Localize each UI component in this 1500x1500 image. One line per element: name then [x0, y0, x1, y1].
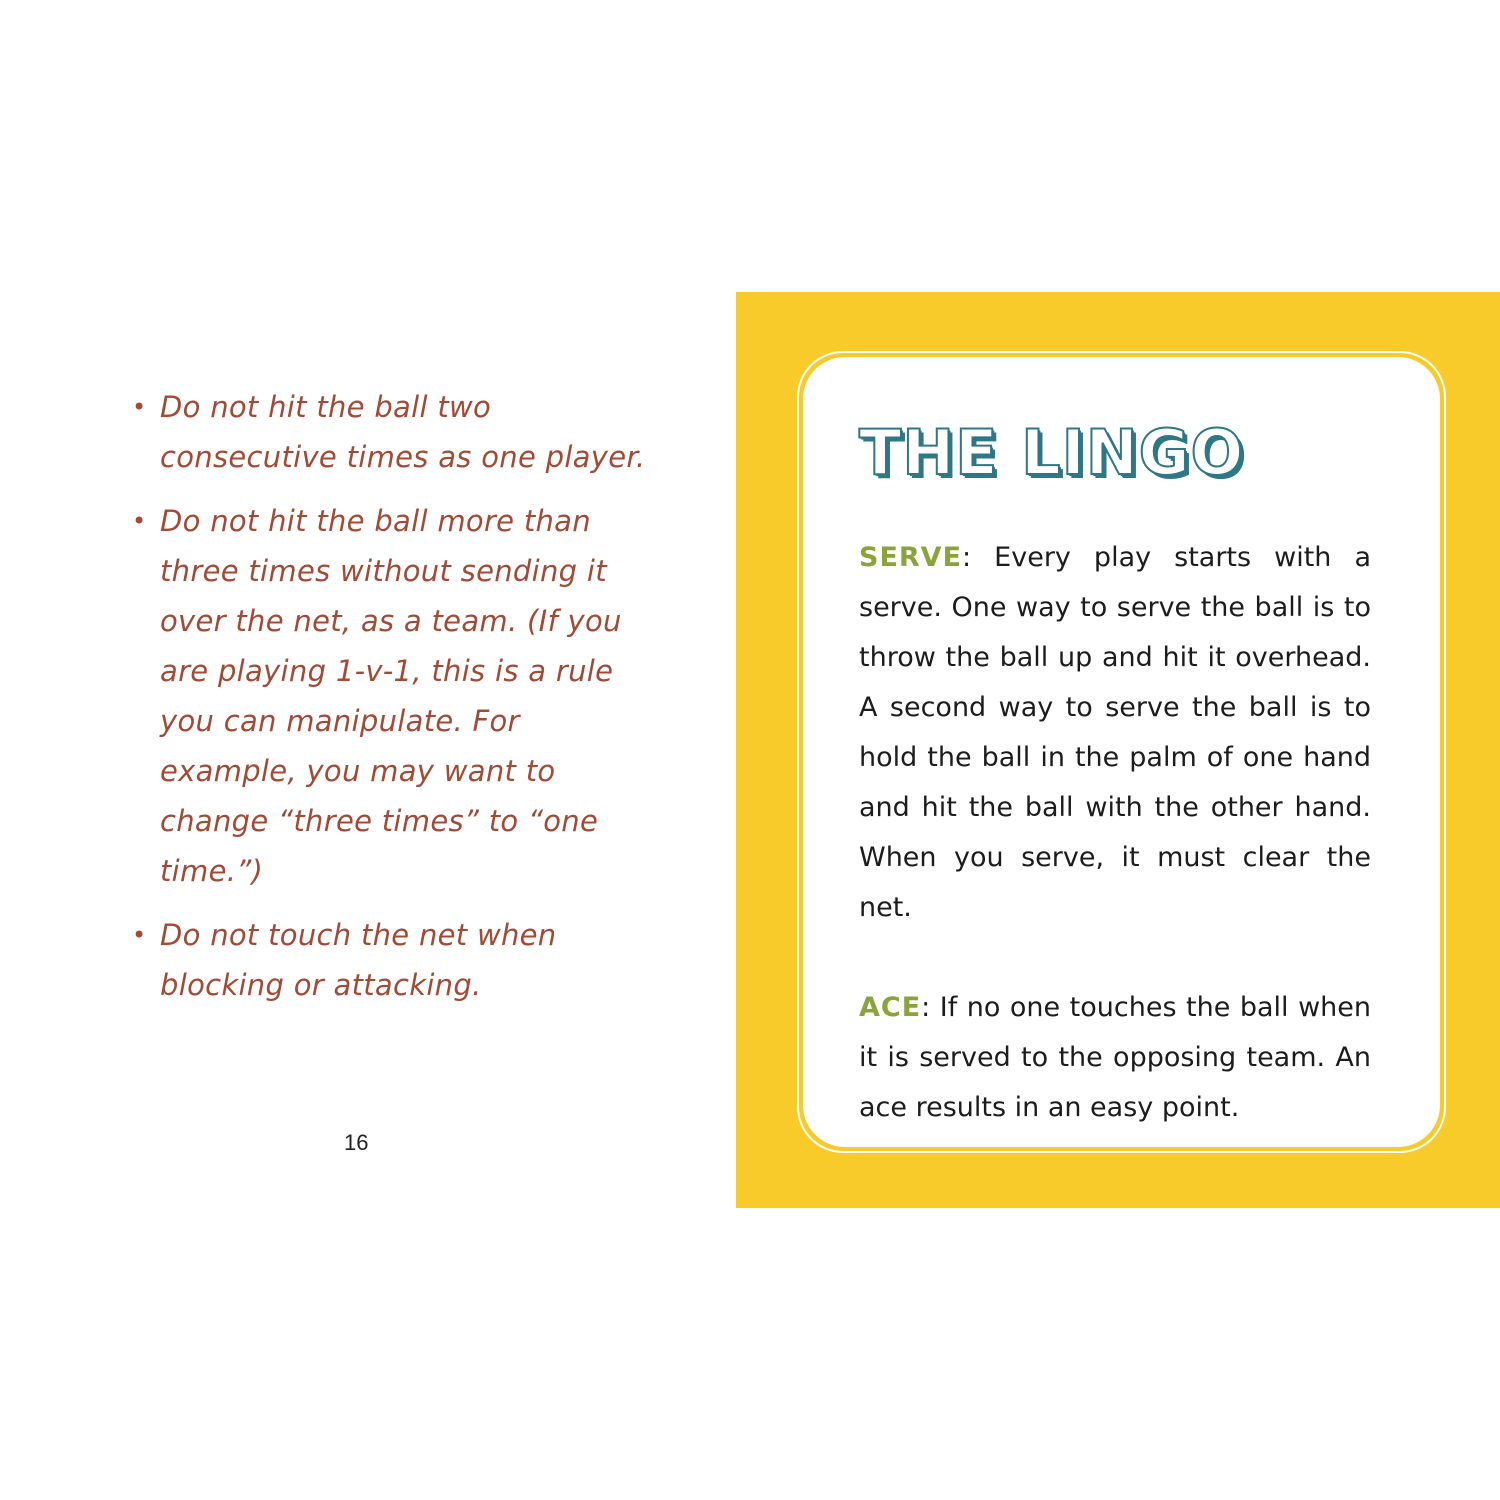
rule-item	[132, 382, 652, 482]
rule-item	[132, 910, 652, 1010]
lingo-card-frame	[797, 351, 1446, 1153]
lingo-card	[805, 359, 1438, 1145]
bullet-icon: •	[132, 507, 147, 535]
lingo-title: THE LINGO	[859, 416, 1245, 489]
rule-item	[132, 496, 652, 896]
term-name: SERVE	[859, 542, 963, 573]
rules-list	[132, 382, 652, 1024]
lingo-card-content	[859, 417, 1371, 1183]
rule-text: Do not hit the ball two consecutive times as one player.	[160, 390, 646, 474]
page-number: 16	[344, 1130, 369, 1155]
term-definition: If no one touches the ball when it is served to the opposing team. An ace results in an easy point.	[859, 992, 1371, 1123]
rule-text: Do not touch the net when blocking or attacking.	[160, 918, 557, 1002]
term-definition: Every play starts with a serve. One way to serve the ball is to throw the ball up and hit it overhead. A second way to serve the ball is to hold the ball in the palm of one hand and hit the ball with the other hand. When you serve, it must clear the net.	[859, 542, 1371, 923]
term-name: ACE	[859, 992, 922, 1023]
bullet-icon: •	[132, 393, 147, 421]
term-separator: :	[962, 542, 995, 573]
rule-text: Do not hit the ball more than three times without sending it over the net, as a team. (If you are playing 1-v-1, this is a rule you can manipulate. For example, you may want to change “three times” to “one time.”)	[160, 504, 622, 888]
term-separator: :	[921, 992, 940, 1023]
left-page	[0, 0, 736, 1500]
term-entry-serve	[859, 533, 1371, 933]
lingo-panel	[736, 292, 1500, 1208]
bullet-icon: •	[132, 921, 147, 949]
term-entry-ace	[859, 983, 1371, 1133]
